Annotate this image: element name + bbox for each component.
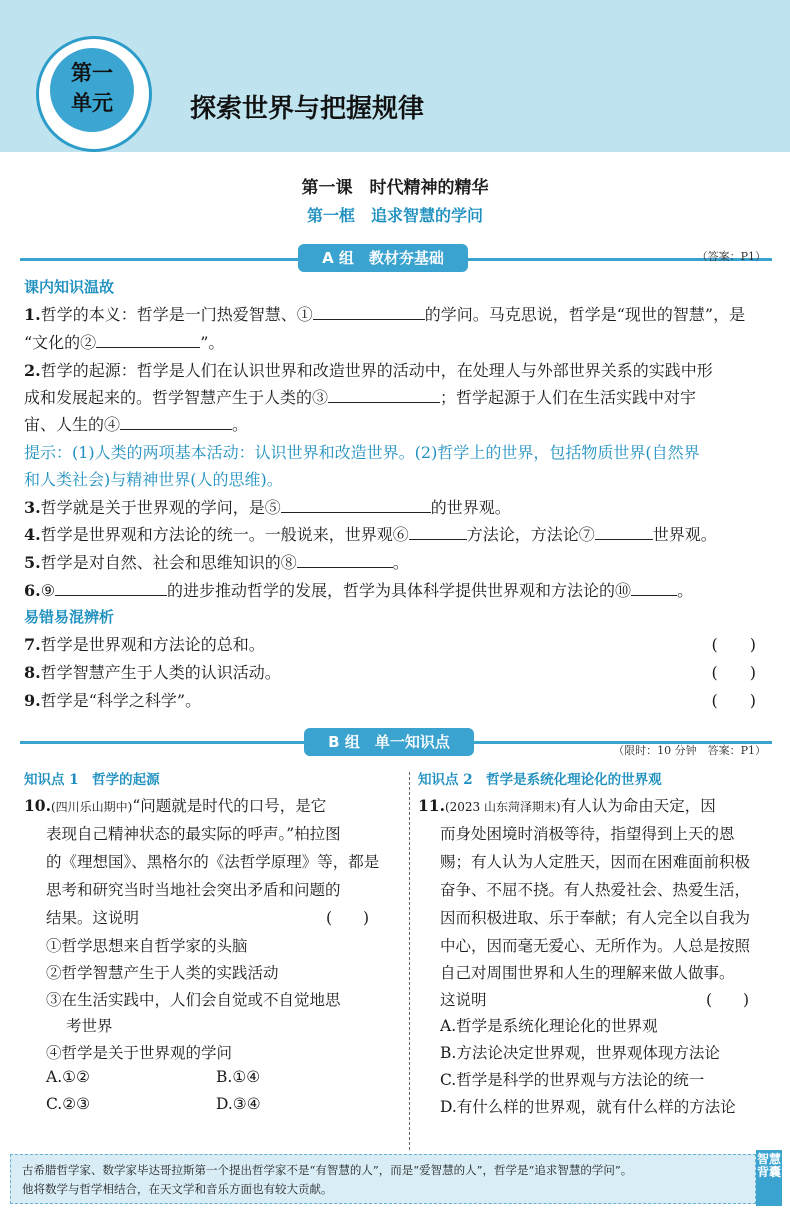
fill-blank-6[interactable]	[409, 523, 467, 540]
question-10-line2: 表现自己精神状态的最实际的呼声。”柏拉图	[46, 825, 341, 843]
question-2-line2: 成和发展起来的。哲学智慧产生于人类的③ ；哲学起源于人们在生活实践中对宇	[24, 388, 697, 407]
question-11-line8: 这说明	[440, 991, 487, 1009]
question-6: 6.⑨ 的进步推动哲学的发展，哲学为具体科学提供世界观和方法论的⑩ 。	[24, 581, 694, 600]
question-1-line2: “文化的② ”。	[24, 333, 225, 352]
unit-label-line2: 单元	[71, 91, 113, 115]
question-7: 7.哲学是世界观和方法论的总和。	[24, 635, 265, 654]
choice-11-b[interactable]: B.方法论决定世界观，世界观体现方法论	[440, 1044, 720, 1062]
knowledge-point-2-heading: 知识点 2 哲学是系统化理论化的世界观	[418, 772, 662, 788]
fill-blank-1[interactable]	[313, 303, 425, 320]
answer-paren-10[interactable]: ( )	[326, 909, 370, 927]
question-11-line1: 11.(2023 山东菏泽期末)有人认为命由天定，因	[418, 796, 716, 815]
choice-10-c[interactable]: C.②③	[46, 1095, 91, 1113]
fill-blank-2[interactable]	[96, 331, 200, 348]
fill-blank-7[interactable]	[595, 523, 653, 540]
fill-blank-9[interactable]	[55, 579, 167, 596]
question-10-line3: 的《理想国》、黑格尔的《法哲学原理》等，都是	[46, 853, 380, 871]
fill-blank-5[interactable]	[281, 496, 431, 513]
question-1-line1: 1.哲学的本义：哲学是一门热爱智慧、① 的学问。马克思说，哲学是“现世的智慧”，是	[24, 305, 746, 324]
unit-label-line1: 第一	[71, 61, 113, 85]
question-5: 5.哲学是对自然、社会和思维知识的⑧ 。	[24, 553, 409, 572]
wisdom-note-line1: 古希腊哲学家、数学家毕达哥拉斯第一个提出哲学家不是“有智慧的人”，而是“爱智慧的人”，哲学是“追求智慧的学问”。	[22, 1163, 633, 1177]
unit-title: 探索世界与把握规律	[190, 94, 425, 124]
wisdom-tab: 智慧背囊	[756, 1150, 782, 1206]
question-10-line4: 思考和研究当时当地社会突出矛盾和问题的	[46, 881, 341, 899]
option-10-3: ③在生活实践中，人们会自觉或不自觉地思	[46, 991, 341, 1009]
hint-line2: 和人类社会)与精神世界(人的思维)。	[24, 470, 283, 489]
group-a-answer-ref: （答案：P1）	[696, 250, 766, 263]
option-10-1: ①哲学思想来自哲学家的头脑	[46, 937, 248, 955]
group-a-badge: A 组 教材夯基础	[298, 244, 468, 272]
unit-label	[56, 58, 128, 118]
answer-paren-9[interactable]: ( )	[711, 691, 756, 710]
option-10-3-cont: 考世界	[66, 1017, 113, 1035]
wisdom-note-line2: 他将数学与哲学相结合，在天文学和音乐方面也有较大贡献。	[22, 1182, 333, 1196]
choice-11-d[interactable]: D.有什么样的世界观，就有什么样的方法论	[440, 1098, 736, 1116]
group-b-badge: B 组 单一知识点	[304, 728, 474, 756]
fill-blank-10[interactable]	[631, 579, 677, 596]
choice-11-c[interactable]: C.哲学是科学的世界观与方法论的统一	[440, 1071, 705, 1089]
question-9: 9.哲学是“科学之科学”。	[24, 691, 202, 710]
choice-11-a[interactable]: A.哲学是系统化理论化的世界观	[440, 1017, 658, 1035]
column-divider	[409, 772, 410, 1150]
question-3: 3.哲学就是关于世界观的学问，是⑤ 的世界观。	[24, 498, 511, 517]
option-10-4: ④哲学是关于世界观的学问	[46, 1044, 233, 1062]
fill-blank-4[interactable]	[120, 413, 232, 430]
question-10-line5: 结果。这说明	[46, 909, 140, 927]
option-10-2: ②哲学智慧产生于人类的实践活动	[46, 964, 279, 982]
question-2-line3: 宙、人生的④ 。	[24, 415, 249, 434]
choice-10-d[interactable]: D.③④	[216, 1095, 261, 1113]
answer-paren-7[interactable]: ( )	[711, 635, 756, 654]
question-2-line1: 2.哲学的起源：哲学是人们在认识世界和改造世界的活动中，在处理人与外部世界关系的实践中形	[24, 361, 713, 380]
question-4: 4.哲学是世界观和方法论的统一。一般说来，世界观⑥ 方法论，方法论⑦ 世界观。	[24, 525, 717, 544]
answer-paren-11[interactable]: ( )	[706, 991, 750, 1009]
frame-title: 第一框 追求智慧的学问	[306, 206, 483, 225]
question-11-line6: 中心，因而毫无爱心、无所作为。人总是按照	[440, 937, 751, 955]
section-review-heading: 课内知识温故	[24, 278, 115, 296]
hint-line1: 提示：(1)人类的两项基本活动：认识世界和改造世界。(2)哲学上的世界，包括物质世界(自然界	[24, 443, 700, 462]
question-11-line2: 而身处困境时消极等待，指望得到上天的恩	[440, 825, 735, 843]
question-11-line3: 赐；有人认为人定胜天，因而在困难面前积极	[440, 853, 751, 871]
fill-blank-8[interactable]	[297, 551, 393, 568]
question-11-line7: 自己对周围世界和人生的理解来做人做事。	[440, 964, 735, 982]
question-8: 8.哲学智慧产生于人类的认识活动。	[24, 663, 281, 682]
knowledge-point-1-heading: 知识点 1 哲学的起源	[24, 772, 160, 788]
lesson-title: 第一课 时代精神的精华	[301, 178, 489, 198]
section-confusion-heading: 易错易混辨析	[24, 608, 115, 626]
group-b-answer-ref: （限时：10 分钟 答案：P1）	[613, 744, 766, 757]
question-10-line1: 10.(四川乐山期中)“问题就是时代的口号，是它	[24, 796, 327, 815]
answer-paren-8[interactable]: ( )	[711, 663, 756, 682]
choice-10-b[interactable]: B.①④	[216, 1068, 261, 1086]
fill-blank-3[interactable]	[328, 386, 440, 403]
question-11-line4: 奋争、不屈不挠。有人热爱社会、热爱生活，	[440, 881, 751, 899]
question-11-line5: 因而积极进取、乐于奉献；有人完全以自我为	[440, 909, 751, 927]
choice-10-a[interactable]: A.①②	[46, 1068, 90, 1086]
